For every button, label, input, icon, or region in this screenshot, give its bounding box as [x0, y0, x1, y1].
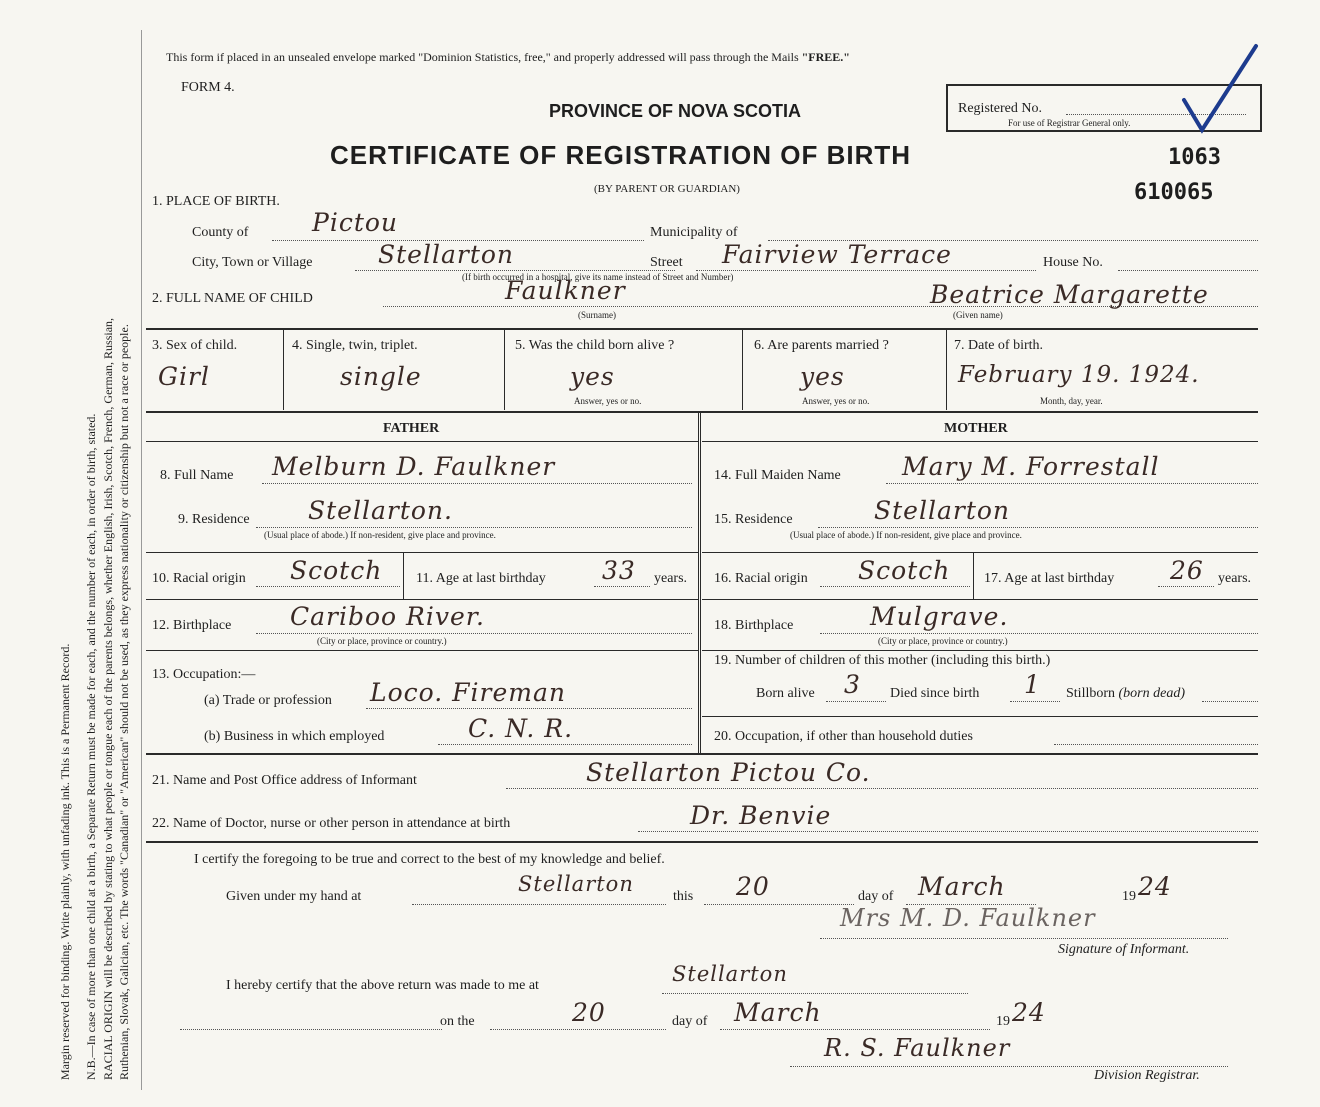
mother-occupation-line — [1054, 744, 1258, 745]
surname-note: (Surname) — [578, 310, 616, 320]
stamp-number-2: 610065 — [1134, 180, 1214, 205]
sex-value: Girl — [158, 362, 210, 391]
mother-race-label: 16. Racial origin — [714, 571, 808, 586]
sex-label: 3. Sex of child. — [152, 338, 238, 353]
margin-notes — [0, 0, 140, 1107]
cert-this-label: this — [673, 889, 694, 904]
rule-top-box — [146, 328, 1258, 330]
mother-occupation-label: 20. Occupation, if other than household duties — [714, 729, 973, 744]
rule-cert-top — [146, 841, 1258, 843]
reg-day-line — [490, 1029, 666, 1030]
cert-year-prefix: 19 — [1122, 889, 1136, 904]
house-line — [1118, 270, 1258, 271]
given-name-note: (Given name) — [953, 310, 1003, 320]
cert-day-line — [704, 904, 854, 905]
margin-note-2: N.B.—In case of more than one child at a birth, a Separate Return must be made for each, and the number of each, in order of birth, stated. — [84, 413, 98, 1080]
alive-value: yes — [570, 362, 615, 391]
divider-4 — [504, 330, 505, 410]
mother-heading-rule — [702, 441, 1258, 442]
doctor-line — [638, 831, 1258, 832]
informant-signature-label: Signature of Informant. — [1058, 942, 1190, 957]
divider-3 — [283, 330, 284, 410]
reg-lead-line — [180, 1029, 442, 1030]
mother-race-line — [820, 586, 970, 587]
parents-divider — [698, 413, 701, 753]
married-value: yes — [800, 362, 845, 391]
city-label: City, Town or Village — [192, 255, 313, 270]
father-trade-label: (a) Trade or profession — [204, 693, 332, 708]
father-residence-line — [256, 527, 692, 528]
cert-statement: I certify the foregoing to be true and correct to the best of my knowledge and belief. — [194, 852, 665, 867]
mother-birthplace-line — [820, 633, 1258, 634]
margin-note-4: Ruthenian, Slovak, Galician, etc. The words "Canadian" or "American" should not be used, as they express nationality or citizenship but not a race or people. — [117, 324, 131, 1080]
father-heading: FATHER — [383, 421, 440, 436]
father-name: Melburn D. Faulkner — [272, 452, 556, 481]
stamp-number-1: 1063 — [1168, 145, 1221, 170]
county-value: Pictou — [312, 208, 399, 237]
cert-place: Stellarton — [518, 872, 634, 896]
father-rule-2 — [146, 599, 698, 600]
date-value: February 19. 1924. — [958, 362, 1200, 388]
father-race: Scotch — [290, 556, 383, 585]
mother-residence-label: 15. Residence — [714, 512, 793, 527]
mother-birthplace: Mulgrave. — [870, 602, 1009, 631]
mother-heading: MOTHER — [944, 421, 1008, 436]
cert-month: March — [918, 872, 1006, 901]
informant-label: 21. Name and Post Office address of Informant — [152, 773, 417, 788]
form-number: FORM 4. — [181, 80, 235, 95]
father-business-label: (b) Business in which employed — [204, 729, 385, 744]
certificate-subtitle: (BY PARENT OR GUARDIAN) — [594, 183, 740, 195]
father-race-line — [256, 586, 400, 587]
date-label: 7. Date of birth. — [954, 338, 1044, 353]
father-birthplace-line — [256, 633, 692, 634]
registrar-signature: R. S. Faulkner — [824, 1034, 1011, 1062]
street-label: Street — [650, 255, 683, 270]
divider-6 — [946, 330, 947, 410]
born-alive-line — [826, 701, 886, 702]
mother-age-line — [1158, 586, 1214, 587]
mother-rule-1 — [702, 552, 1258, 553]
mother-residence: Stellarton — [874, 496, 1011, 525]
father-residence: Stellarton. — [308, 496, 453, 525]
registered-note: For use of Registrar General only. — [1008, 118, 1131, 128]
registrar-signature-line — [790, 1066, 1228, 1067]
father-age-line — [594, 586, 650, 587]
doctor-value: Dr. Benvie — [690, 801, 832, 830]
stillborn-label: Stillborn (born dead) — [1066, 686, 1186, 701]
reg-day: 20 — [572, 998, 606, 1027]
municipality-label: Municipality of — [650, 225, 738, 240]
father-trade: Loco. Fireman — [370, 678, 566, 707]
date-note: Month, day, year. — [1040, 396, 1103, 406]
mother-race: Scotch — [858, 556, 951, 585]
father-rule-1 — [146, 552, 698, 553]
margin-note-3: RACIAL ORIGIN will be described by stating to what people or tongue each of the parents belongs, whether English, Irish, Scotch, French, German, Russian, — [101, 317, 115, 1080]
mother-name-line — [886, 483, 1258, 484]
city-line — [355, 270, 675, 271]
mother-name: Mary M. Forrestall — [902, 452, 1160, 481]
died-value: 1 — [1024, 670, 1041, 699]
mother-birthplace-label: 18. Birthplace — [714, 618, 794, 633]
mail-notice: This form if placed in an unsealed envelope marked "Dominion Statistics, free," and properly addressed will pass through the Mails "FREE." — [166, 50, 850, 64]
reg-onthe-label: on the — [440, 1014, 475, 1029]
mother-birthplace-note: (City or place, province or country.) — [878, 636, 1008, 646]
divider-5 — [742, 330, 743, 410]
father-birthplace-label: 12. Birthplace — [152, 618, 232, 633]
street-value: Fairview Terrace — [722, 240, 952, 269]
reg-place: Stellarton — [672, 962, 788, 986]
hospital-note: (If birth occurred in a hospital, give its name instead of Street and Number) — [462, 272, 734, 282]
plural-value: single — [340, 362, 422, 391]
mother-name-label: 14. Full Maiden Name — [714, 468, 841, 483]
certificate-title: CERTIFICATE OF REGISTRATION OF BIRTH — [330, 140, 912, 170]
rule-informant-top — [146, 753, 1258, 755]
father-occupation-label: 13. Occupation:— — [152, 667, 256, 682]
mother-race-divider — [973, 553, 974, 599]
cert-year: 24 — [1138, 872, 1172, 901]
father-age-label: 11. Age at last birthday — [416, 571, 546, 586]
mother-rule-4 — [702, 716, 1258, 717]
informant-line — [506, 788, 1258, 789]
registrar-signature-label: Division Registrar. — [1094, 1068, 1200, 1083]
mother-children-label: 19. Number of children of this mother (including this birth.) — [714, 653, 1051, 668]
mother-age: 26 — [1170, 556, 1204, 585]
cert-given-label: Given under my hand at — [226, 889, 362, 904]
binding-margin-line — [141, 30, 142, 1090]
child-name-label: 2. FULL NAME OF CHILD — [152, 291, 313, 306]
born-alive-label: Born alive — [756, 686, 815, 701]
father-heading-rule — [146, 441, 698, 442]
reg-year: 24 — [1012, 998, 1046, 1027]
reg-place-line — [662, 993, 968, 994]
father-trade-line — [366, 708, 692, 709]
mother-rule-3 — [702, 650, 1258, 651]
rule-parents-top — [146, 411, 1258, 413]
mother-residence-note: (Usual place of abode.) If non-resident, give place and province. — [790, 530, 1022, 540]
plural-label: 4. Single, twin, triplet. — [292, 338, 418, 353]
informant-value: Stellarton Pictou Co. — [586, 758, 871, 787]
mother-rule-2 — [702, 599, 1258, 600]
father-residence-note: (Usual place of abode.) If non-resident, give place and province. — [264, 530, 496, 540]
father-age: 33 — [602, 556, 636, 585]
father-years-label: years. — [654, 571, 688, 586]
province-heading: PROVINCE OF NOVA SCOTIA — [549, 101, 802, 121]
father-birthplace-note: (City or place, province or country.) — [317, 636, 447, 646]
died-label: Died since birth — [890, 686, 980, 701]
reg-dayof-label: day of — [672, 1014, 708, 1029]
mother-age-label: 17. Age at last birthday — [984, 571, 1115, 586]
margin-note-1: Margin reserved for binding. Write plainly, with unfading ink. This is a Permanent Record. — [58, 643, 72, 1080]
married-note: Answer, yes or no. — [802, 396, 870, 406]
reg-month: March — [734, 998, 822, 1027]
stillborn-line — [1202, 701, 1258, 702]
alive-note: Answer, yes or no. — [574, 396, 642, 406]
mother-years-label: years. — [1218, 571, 1252, 586]
alive-label: 5. Was the child born alive ? — [515, 338, 675, 353]
doctor-label: 22. Name of Doctor, nurse or other person in attendance at birth — [152, 816, 511, 831]
father-name-line — [262, 483, 692, 484]
reg-month-line — [720, 1029, 990, 1030]
place-of-birth-label: 1. PLACE OF BIRTH. — [152, 194, 280, 209]
child-given-name: Beatrice Margarette — [930, 280, 1209, 309]
street-line — [696, 270, 1036, 271]
cert-day: 20 — [736, 872, 770, 901]
father-name-label: 8. Full Name — [160, 468, 234, 483]
mother-residence-line — [818, 527, 1258, 528]
born-alive-value: 3 — [844, 670, 861, 699]
married-label: 6. Are parents married ? — [754, 338, 889, 353]
registered-label: Registered No. — [958, 101, 1042, 116]
house-label: House No. — [1043, 255, 1103, 270]
father-residence-label: 9. Residence — [178, 512, 250, 527]
cert-dayof-label: day of — [858, 889, 894, 904]
informant-signature: Mrs M. D. Faulkner — [840, 904, 1096, 932]
father-rule-3 — [146, 650, 698, 651]
father-birthplace: Cariboo River. — [290, 602, 485, 631]
father-race-divider — [403, 553, 404, 599]
informant-signature-line — [820, 938, 1228, 939]
child-surname: Faulkner — [505, 276, 626, 305]
city-value: Stellarton — [378, 240, 515, 269]
father-business-line — [438, 744, 692, 745]
reg-year-prefix: 19 — [996, 1014, 1010, 1029]
father-race-label: 10. Racial origin — [152, 571, 246, 586]
county-label: County of — [192, 225, 249, 240]
died-line — [1010, 701, 1060, 702]
cert-place-line — [412, 904, 666, 905]
check-mark-icon — [1180, 40, 1260, 140]
father-business: C. N. R. — [468, 714, 574, 743]
reg-statement: I hereby certify that the above return was made to me at — [226, 978, 539, 993]
